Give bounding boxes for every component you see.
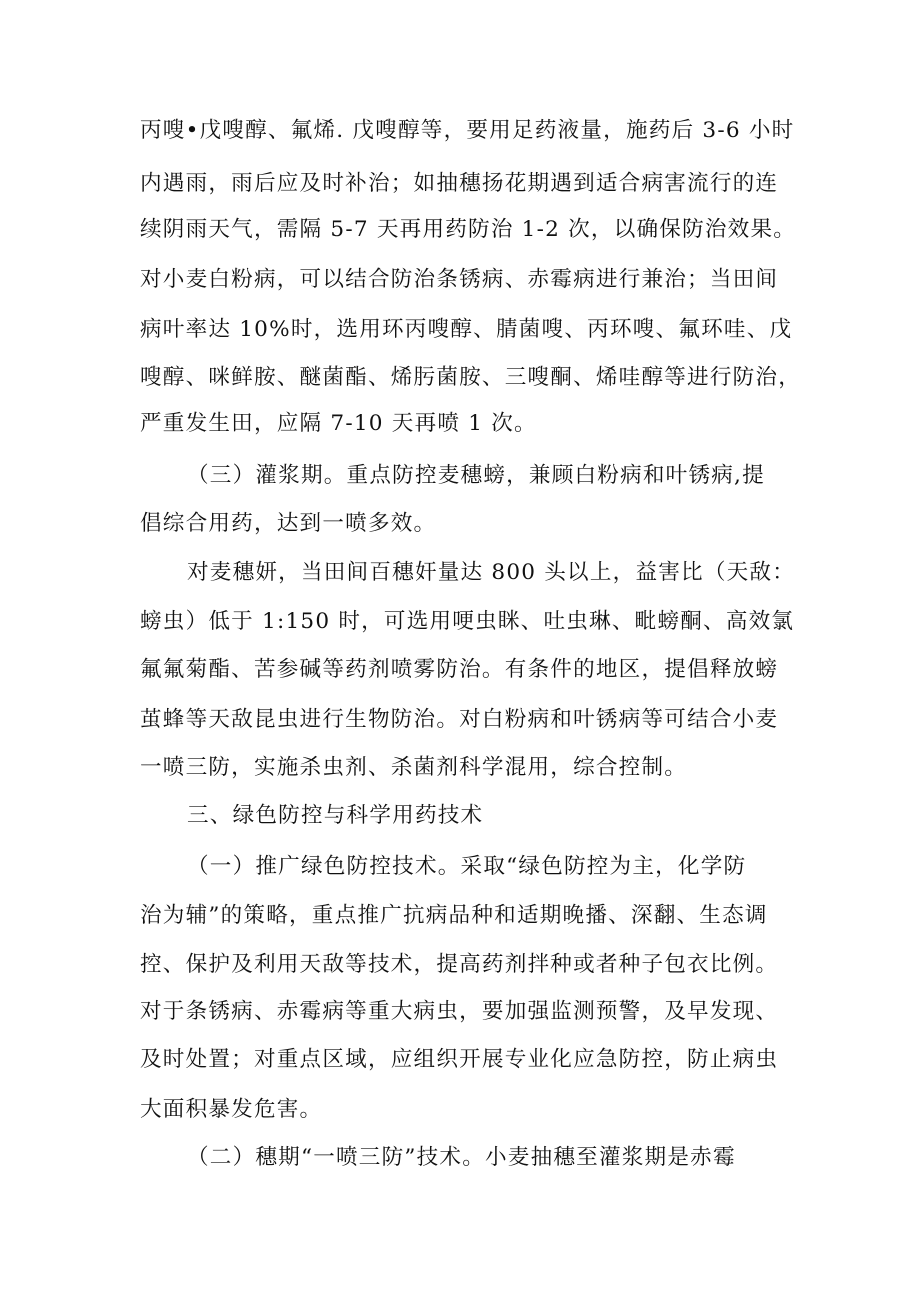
text-line: 丙嗖•戊嗖醇、氟烯. 戊嗖醇等，要用足药液量，施药后 3-6 小时 xyxy=(140,118,795,143)
text-line: 治为辅”的策略，重点推广抗病品种和适期晚播、深翻、生态调 xyxy=(140,903,768,928)
text-line: 氟氟菊酯、苦参碱等药剂喷雾防治。有条件的地区，提倡释放螃 xyxy=(140,657,779,682)
text-line: 对小麦白粉病，可以结合防治条锈病、赤霉病进行兼治；当田间 xyxy=(140,267,779,292)
section-heading: （一）推广绿色防控技术。采取“绿色防控为主，化学防 xyxy=(187,854,747,879)
text-line: 螃虫）低于 1:150 时，可选用哽虫眯、吐虫琳、毗螃酮、高效氯 xyxy=(140,609,795,634)
section-heading: （三）灌浆期。重点防控麦穗螃，兼顾白粉病和叶锈病,提 xyxy=(187,463,765,488)
text-line: 续阴雨天气，需隔 5-7 天再用药防治 1-2 次，以确保防治效果。 xyxy=(140,217,797,242)
text-line: 内遇雨，雨后应及时补治；如抽穗扬花期遇到适合病害流行的连 xyxy=(140,171,779,196)
text-line: 一喷三防，实施杀虫剂、杀菌剂科学混用，综合控制。 xyxy=(140,755,688,780)
text-line: 控、保护及利用天敌等技术，提高药剂拌种或者种子包衣比例。 xyxy=(140,952,779,977)
text-line: 严重发生田，应隔 7-10 天再喷 1 次。 xyxy=(140,411,537,436)
section-heading: （二）穗期“一喷三防”技术。小麦抽穗至灌浆期是赤霉 xyxy=(187,1145,736,1170)
text-line: 倡综合用药，达到一喷多效。 xyxy=(140,511,437,536)
text-line: 大面积暴发危害。 xyxy=(140,1097,323,1122)
text-line: 嗖醇、咪鲜胺、醚菌酯、烯肟菌胺、三嗖酮、烯哇醇等进行防治， xyxy=(140,365,802,390)
text-line: 病叶率达 10%时，选用环丙嗖醇、腈菌嗖、丙环嗖、氟环哇、戊 xyxy=(140,317,793,342)
text-line: 茧蜂等天敌昆虫进行生物防治。对白粉病和叶锈病等可结合小麦 xyxy=(140,707,779,732)
text-line: 及时处置；对重点区域，应组织开展专业化应急防控，防止病虫 xyxy=(140,1047,779,1072)
section-title: 三、绿色防控与科学用药技术 xyxy=(187,803,484,828)
text-line: 对于条锈病、赤霉病等重大病虫，要加强监测预警，及早发现、 xyxy=(140,999,779,1024)
paragraph-first-line: 对麦穗妍，当田间百穗奸量达 800 头以上，益害比（天敌： xyxy=(187,560,795,585)
